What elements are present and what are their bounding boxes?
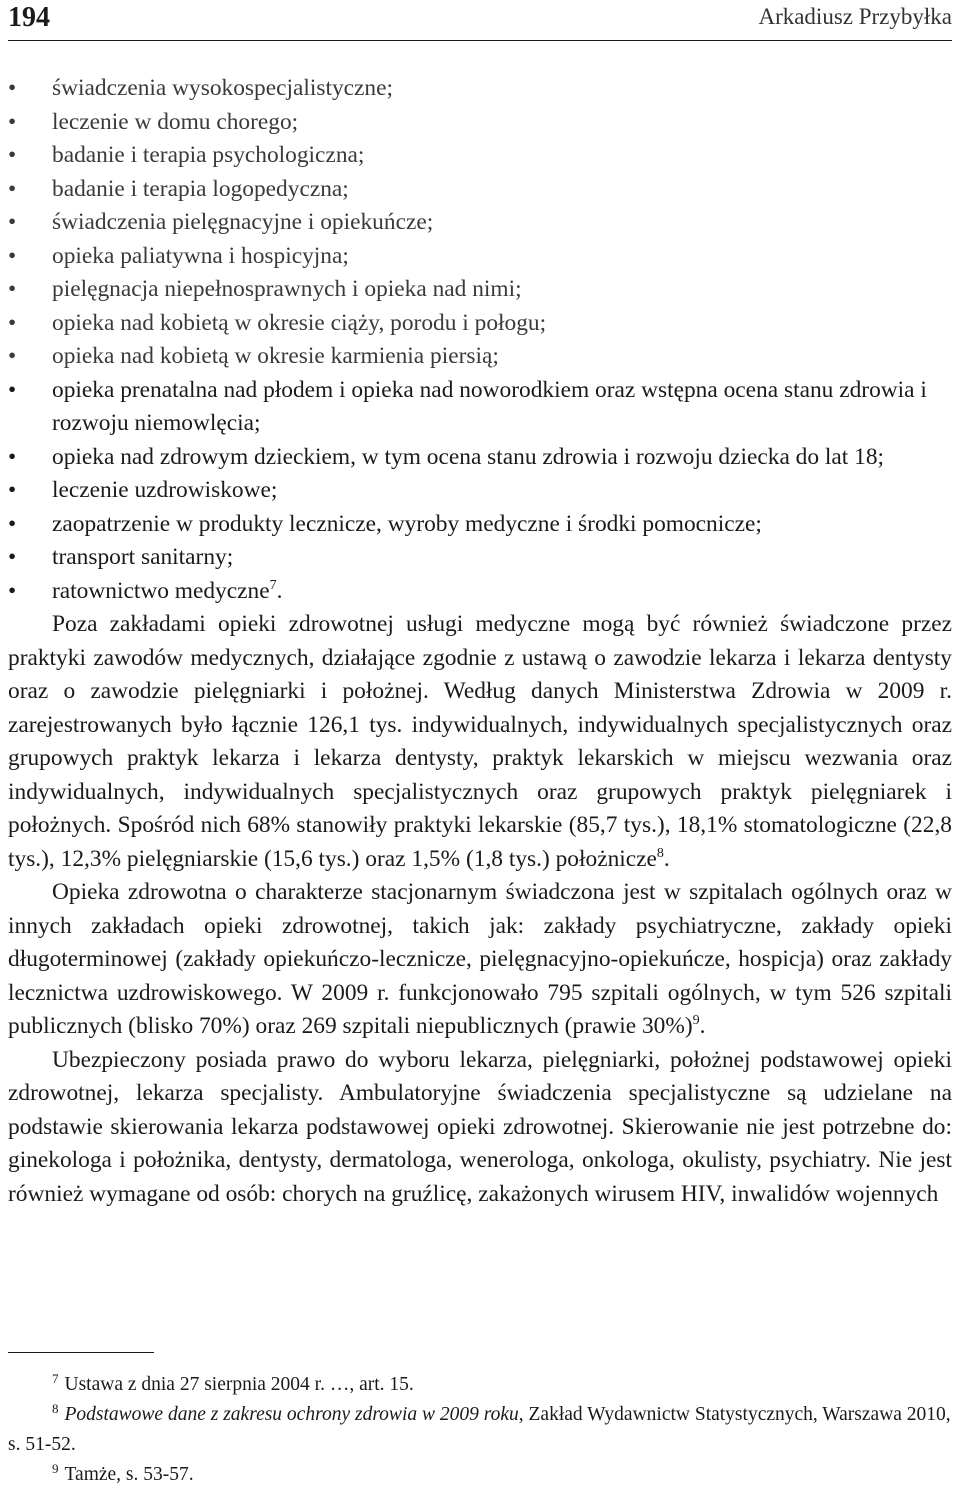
paragraph: Poza zakładami opieki zdrowotnej usługi medyczne mogą być również świadczone przez praktyki zawodów medycznych, działające zgodnie z ustawą o zawodzie lekarza i lekarza dentysty oraz o zawodzie pielęgniarki i położnej. Według danych Ministerstwa Zdrowia w 2009 r. zarejestrowanych było łącznie 126,1 tys. indywidualnych, indywidualnych specjalistycznych oraz grupowych praktyk lekarza i lekarza dentysty, praktyk lekarskich w miejscu wezwania oraz indywidualnych, indywidualnych specjalistycznych oraz grupowych praktyk pielęgniarek i położnych. Spośród nich 68% stanowiły praktyki lekarskie (85,7 tys.), 18,1% stomatologiczne (22,8 tys.), 12,3% pielęgniarskie (15,6 tys.) oraz 1,5% (1,8 tys.) położnicze$^8$. [8,611,952,872]
list-item: • pielęgnacja niepełnosprawnych i opieka nad nimi; [8,273,952,307]
paragraph: Opieka zdrowotna o charakterze stacjonarnym świadczona jest w szpitalach ogólnych oraz w innych zakładach opieki zdrowotnej, takich jak: zakłady psychiatryczne, zakłady opieki długoterminowej (zakłady opiekuńczo-lecznicze, pielęgnacyjno-opiekuńcze, hospicja) oraz zakłady lecznictwa uzdrowiskowego. W 2009 r. funkcjonowało 795 szpitali ogólnych, w tym 526 szpitali publicznych (blisko 70%) oraz 269 szpitali niepublicznych (prawie 30%)$^9$. [8,879,952,1039]
footnote-title: Podstawowe dane z zakresu ochrony zdrowia w 2009 roku [64,1404,519,1425]
list-item: • badanie i terapia logopedyczna; [8,173,952,207]
list-item: • transport sanitarny; [8,541,952,575]
list-item: • ratownictwo medyczne$^7$. [8,575,952,609]
running-head-author: Arkadiusz Przybyłka [758,4,952,29]
list-item: • leczenie w domu chorego; [8,106,952,140]
list-item: • świadczenia pielęgnacyjne i opiekuńcze; [8,206,952,240]
list-item: • badanie i terapia psychologiczna; [8,139,952,173]
bullet-list [8,72,952,608]
list-item: • opieka nad kobietą w okresie karmienia piersią; [8,340,952,374]
list-item: • zaopatrzenie w produkty lecznicze, wyroby medyczne i środki pomocnicze; [8,508,952,542]
footnote: $^9$ Tamże, s. 53-57. [52,1460,194,1485]
page-number: 194 [8,2,50,33]
body-text [8,72,952,1211]
paragraph: Ubezpieczony posiada prawo do wyboru lekarza, pielęgniarki, położnej podstawowej opieki zdrowotnej, lekarza specjalisty. Ambulatoryjne świadczenia specjalistyczne są udzielane na podstawie skierowania lekarza podstawowej opieki zdrowotnej. Skierowanie nie jest potrzebne do: ginekologa i położnika, dentysty, dermatologa, wenerologa, onkologa, okulisty, psychiatry. Nie jest również wymagane od osób: chorych na gruźlicę, zakażonych wirusem HIV, inwalidów wojennych [8,1046,952,1207]
footnote-ref: 7 [269,577,277,593]
list-item: • opieka prenatalna nad płodem i opieka nad noworodkiem oraz wstępna ocena stanu zdrowia i rozwoju niemowlęcia; [8,374,952,441]
list-item: • świadczenia wysokospecjalistyczne; [8,72,952,106]
list-item: • opieka nad kobietą w okresie ciąży, porodu i połogu; [8,307,952,341]
footnote-ref: 9 [692,1013,700,1029]
footnotes [8,1370,952,1490]
page-header [8,0,952,44]
footnote-ref: 8 [656,845,664,861]
list-item: • leczenie uzdrowiskowe; [8,474,952,508]
footnote: $^7$ Ustawa z dnia 27 sierpnia 2004 r. …, art. 15. [52,1370,414,1395]
header-rule [8,40,952,41]
list-item: • opieka paliatywna i hospicyjna; [8,240,952,274]
footnote-rule [8,1352,154,1353]
list-item: • opieka nad zdrowym dzieckiem, w tym ocena stanu zdrowia i rozwoju dziecka do lat 18; [8,441,952,475]
footnote: $^8$ Podstawowe dane z zakresu ochrony zdrowia w 2009 roku, Zakład Wydawnictw Statystycznych, Warszawa 2010, s. 51-52. [8,1400,951,1455]
